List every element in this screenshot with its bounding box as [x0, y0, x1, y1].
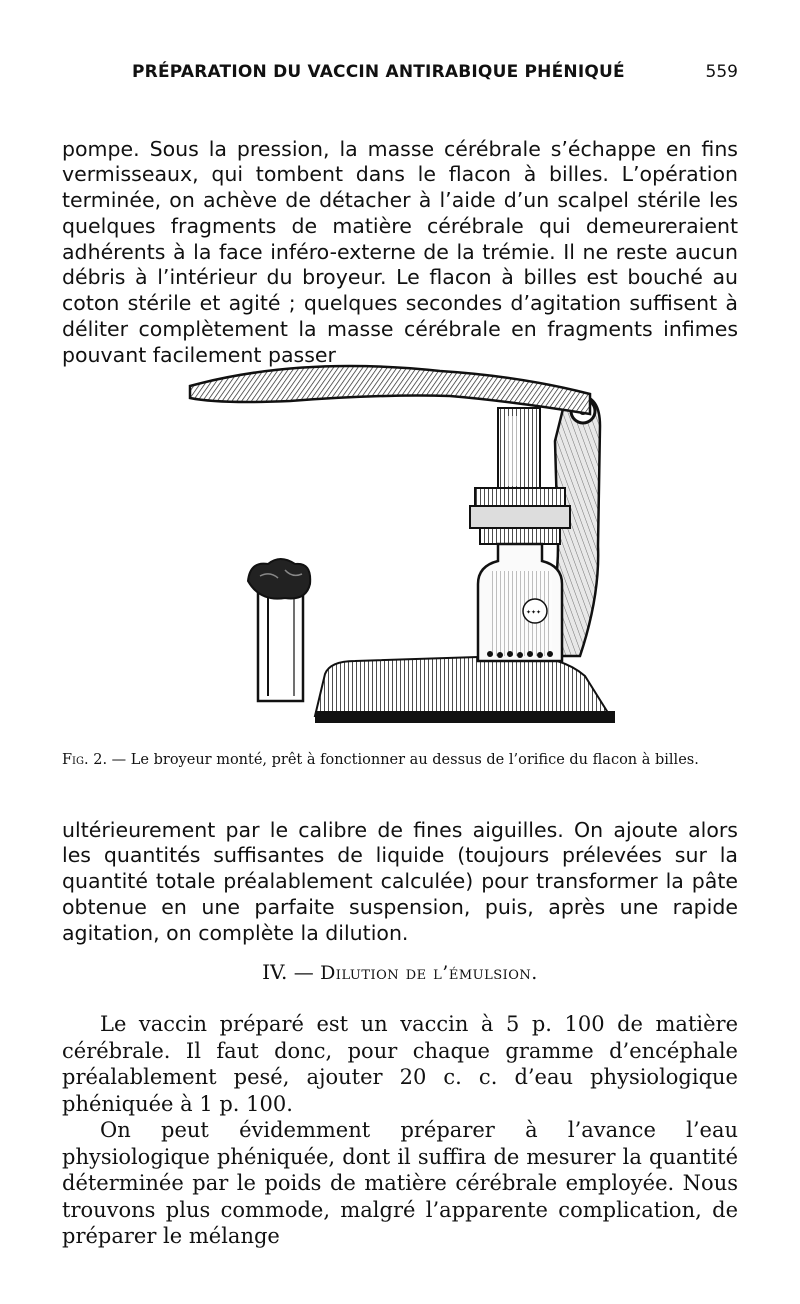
paragraph-eau-physiologique: On peut évidemment préparer à l’avance l’eau physiologique phéniquée, dont il suffira de mesurer la quantité déterminée par le poids de matière cérébrale employée. Nous trouvons plus commode, malgré l’apparente complication, de préparer le mélange [62, 1118, 738, 1248]
running-title: PRÉPARATION DU VACCIN ANTIRABIQUE PHÉNIQUÉ [132, 62, 625, 82]
svg-text:✦✦✦: ✦✦✦ [526, 609, 542, 616]
paragraph-vaccin-ratio: Le vaccin préparé est un vaccin à 5 p. 100 de matière cérébrale. Il faut donc, pour chaque gramme d’encéphale préalablement pesé, ajouter 20 c. c. d’eau physiologique phéniquée à 1 p. 100. [62, 1012, 738, 1116]
section-heading [62, 960, 738, 984]
section-body [62, 1011, 738, 1250]
figure-caption-text: — Le broyeur monté, prêt à fonctionner au dessus de l’orifice du flacon à billes. [107, 752, 699, 768]
paragraph-grinding: pompe. Sous la pression, la masse cérébrale s’échappe en fins vermisseaux, qui tombent dans le flacon à billes. L’opération terminée, on achève de détacher à l’aide d’un scalpel stérile les quelques fragments de matière cérébrale qui demeureraient adhérents à la face inféro-externe de la trémie. Il ne reste aucun débris à l’intérieur du broyeur. Le flacon à billes est bouché au coton stérile et agité ; quelques secondes d’agitation suffisent à déliter complètement la masse cérébrale en fragments infimes pouvant facilement passer [62, 136, 738, 367]
figure-caption [62, 752, 738, 768]
running-head [62, 62, 738, 92]
section-title: Dilution de l’émulsion. [320, 962, 538, 984]
page-number: 559 [705, 62, 738, 82]
figure-label: Fig. 2. [62, 752, 108, 768]
paragraph-dilution-prep: ultérieurement par le calibre de fines aiguilles. On ajoute alors les quantités suffisantes de liquide (toujours prélevées sur la quantité totale préalablement calculée) pour transformer la pâte obtenue en une parfaite suspension, puis, après une rapide agitation, on complète la dilution. [62, 817, 738, 945]
brain-grinder-press-icon [180, 356, 620, 736]
figure-grinder-illustration [180, 356, 620, 736]
section-numeral: IV. — [262, 960, 314, 984]
